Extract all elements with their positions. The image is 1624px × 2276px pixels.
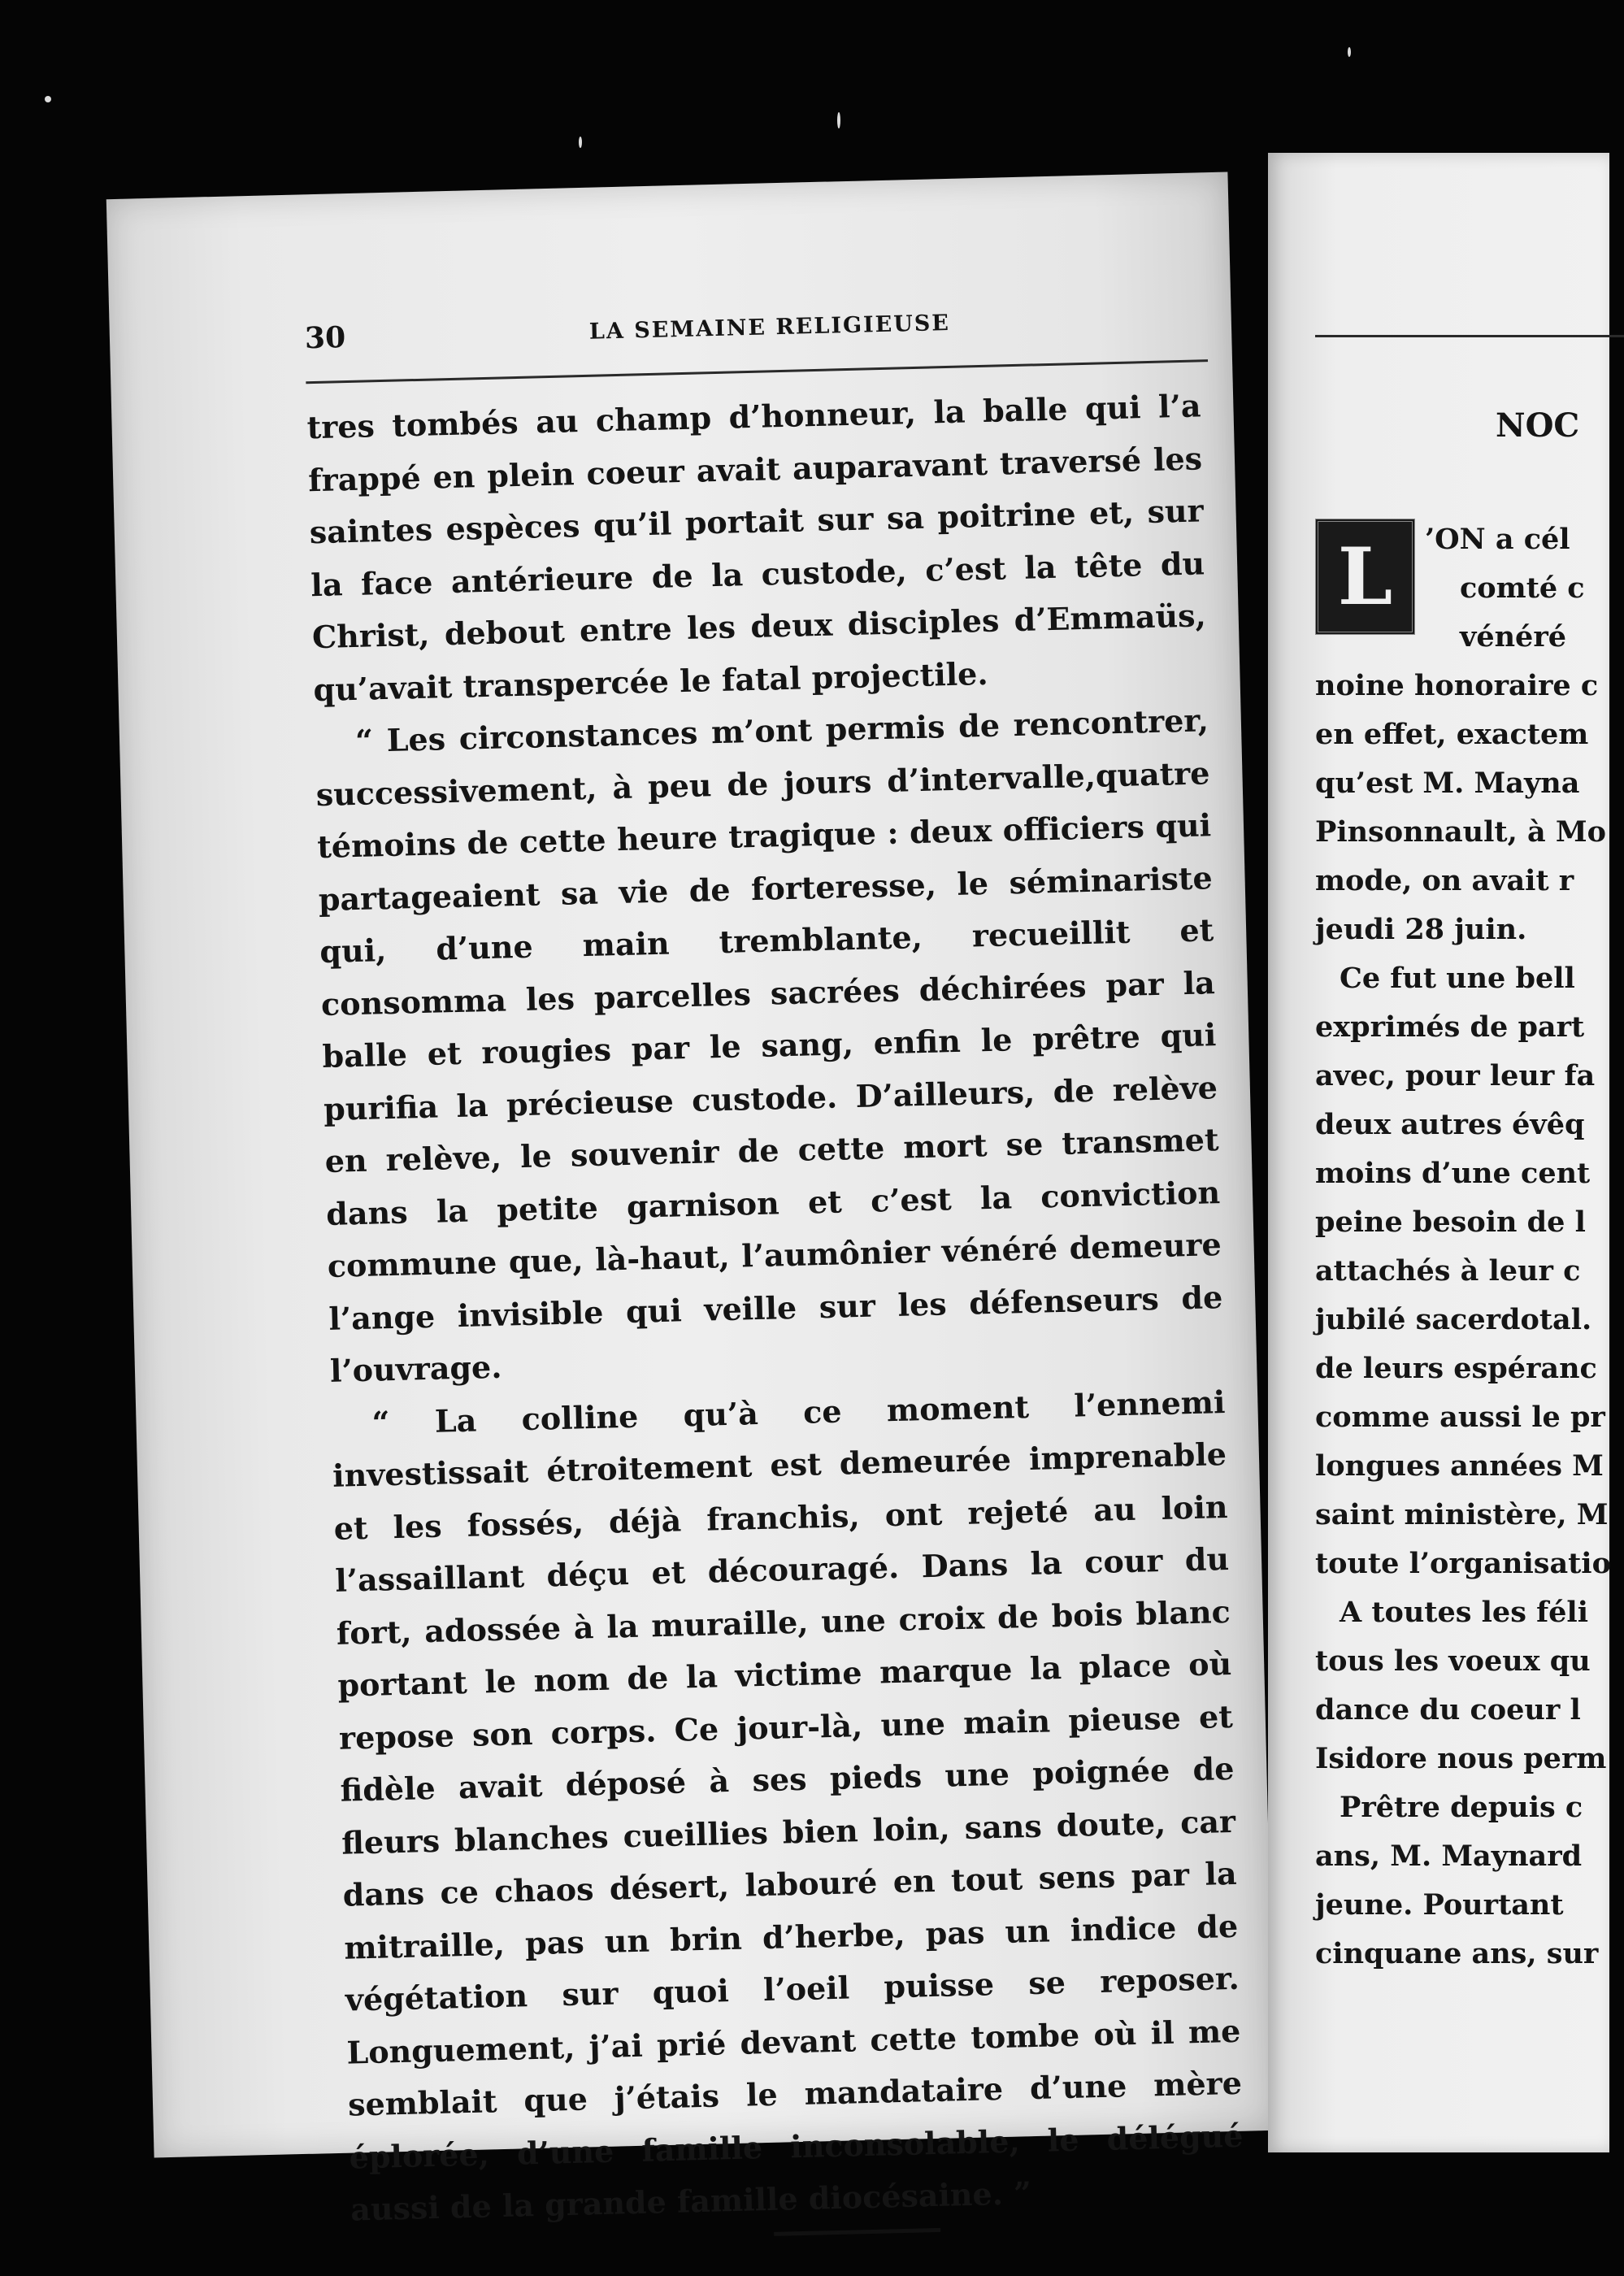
text-line: ’ON a cél (1425, 523, 1570, 556)
text-line: cinquane ans, sur (1315, 1937, 1599, 1970)
text-line: saint ministère, M (1315, 1498, 1609, 1531)
text-line: comme aussi le pr (1315, 1401, 1605, 1434)
text-line: Prêtre depuis c (1340, 1791, 1583, 1824)
text-line: dance du coeur l (1315, 1693, 1581, 1727)
text-line: attachés à leur c (1315, 1254, 1581, 1288)
text-line: peine besoin de l (1315, 1205, 1586, 1239)
drop-cap: L (1315, 519, 1415, 635)
text-line: Pinsonnault, à Mo (1315, 815, 1606, 849)
page-number: 30 (304, 320, 346, 356)
running-head-title: LA SEMAINE RELIGIEUSE (588, 310, 951, 345)
text-line: jeune. Pourtant (1315, 1888, 1564, 1922)
film-speck (579, 137, 582, 148)
text-line: deux autres évêq (1315, 1108, 1585, 1141)
left-page-content (302, 172, 1252, 2228)
text-line: avec, pour leur fa (1315, 1059, 1596, 1092)
text-line: jeudi 28 juin. (1315, 913, 1527, 946)
text-line: jubilé sacerdotal. (1315, 1303, 1592, 1336)
right-page (1268, 153, 1609, 2152)
section-end-rule (774, 2228, 940, 2236)
text-line: de leurs espéranc (1315, 1352, 1597, 1385)
text-line: longues années M (1315, 1449, 1604, 1483)
left-page (106, 172, 1275, 2228)
header-rule (1315, 335, 1624, 337)
text-line: comté c (1460, 571, 1585, 605)
running-head (304, 296, 1207, 367)
text-line: vénéré (1460, 620, 1567, 654)
paragraph: tres tombés au champ d’honneur, la balle qui l’a frappé en plein coeur avait auparavant traversé les saintes espèces qu’il portait sur sa poitrine et, sur la face antérieure de la custode, c’est la tête du Christ, debout entre les deux disciples d’Emmaüs, qu’avait transpercée le fatal projectile. (306, 387, 1207, 708)
body-text (306, 380, 1245, 2236)
text-line: moins d’une cent (1315, 1157, 1591, 1190)
text-line: Isidore nous perm (1315, 1742, 1607, 1775)
text-line: exprimés de part (1315, 1010, 1585, 1044)
paragraph: “ La colline qu’à ce moment l’ennemi investissait étroitement est demeurée imprenable et les fossés, déjà franchis, ont rejeté au loin l’assaillant déçu et découragé. Dans la cour du fort, adossée à la muraille, une croix de bois blanc portant le nom de la victime marque la place où repose son corps. Ce jour-là, une main pieuse et fidèle avait déposé à ses pieds une poignée de fleurs blanches cueillies bien loin, sans doute, car dans ce chaos désert, labouré en tout sens par la mitraille, pas un brin d’herbe, pas un indice de végétation sur quoi l’oeil puisse se reposer. Longuement, j’ai prié devant cette tombe où il me semblait que j’étais le mandataire d’une mère éplorée, d’une famille inconsolable, le délégué aussi de la grande famille diocésaine. ” (332, 1383, 1244, 2228)
text-line: ans, M. Maynard (1315, 1839, 1583, 1873)
text-line: qu’est M. Mayna (1315, 767, 1580, 800)
text-line: noine honoraire c (1315, 669, 1599, 702)
paragraph: “ Les circonstances m’ont permis de rencontrer, successivement, à peu de jours d’intervalle,quatre témoins de cette heure tragique : deux officiers qui partageaient sa vie de forteresse, le séminariste qui, d’une main tremblante, recueillit et consomma les parcelles sacrées déchirées par la balle et rougies par le sang, enfin le prêtre qui purifia la précieuse custode. D’ailleurs, de relève en relève, le souvenir de cette mort se transmet dans la petite garnison et c’est la conviction commune que, là-haut, l’aumônier vénéré demeure l’ange invisible qui veille sur les défenseurs de l’ouvrage. (315, 701, 1223, 1389)
text-line: tous les voeux qu (1315, 1644, 1591, 1678)
text-line: A toutes les féli (1340, 1596, 1588, 1629)
film-speck (45, 96, 51, 102)
section-heading: NOC (1496, 406, 1580, 445)
film-speck (1348, 47, 1351, 57)
text-line: Ce fut une bell (1340, 962, 1575, 995)
text-line: en effet, exactem (1315, 718, 1589, 751)
text-line: toute l’organisatio (1315, 1547, 1611, 1580)
text-line: mode, on avait r (1315, 864, 1574, 897)
film-speck (837, 112, 840, 128)
